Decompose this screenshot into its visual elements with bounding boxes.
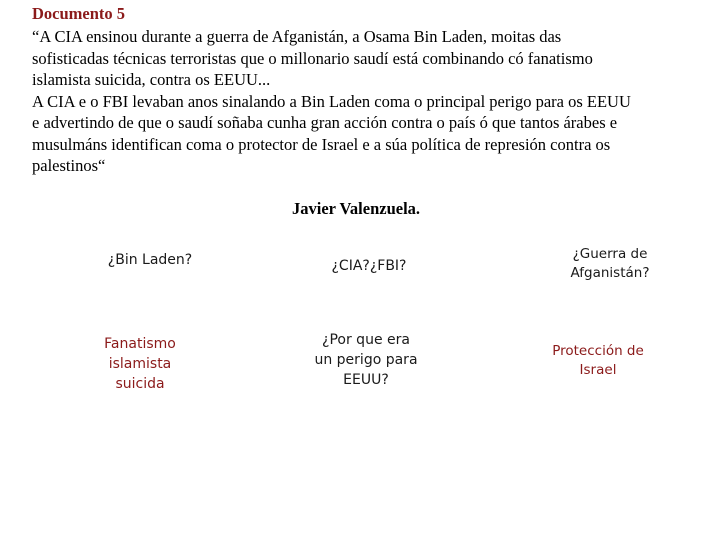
quote-author: Javier Valenzuela.	[292, 199, 421, 218]
question-cia-fbi: ¿CIA?¿FBI?	[331, 258, 407, 274]
question-danger-usa: ¿Por que era un perigo para EEUU?	[314, 332, 418, 388]
quote-body	[32, 26, 704, 177]
document-title: Documento 5	[32, 4, 126, 23]
quote-line: sofisticadas técnicas terroristas que o millonario saudí está combinando có fanatismo	[32, 48, 593, 68]
quote-line: musulmáns identifican coma o protector de Israel e a súa política de represión contra os	[32, 134, 611, 154]
topic-fanaticism: Fanatismo islamista suicida	[104, 336, 176, 392]
question-afghan-war: ¿Guerra de Afganistán?	[570, 246, 650, 281]
quote-line: “A CIA ensinou durante a guerra de Afganistán, a Osama Bin Laden, moitas das	[32, 27, 562, 46]
topic-israel-protection: Protección de Israel	[552, 343, 644, 378]
quote-line: e advertindo de que o saudí soñaba cunha gran acción contra o país ó que tantos árabes e	[32, 113, 618, 132]
question-bin-laden: ¿Bin Laden?	[107, 252, 193, 268]
quote-line: A CIA e o FBI levaban anos sinalando a Bin Laden coma o principal perigo para os EEUU	[32, 91, 631, 111]
quote-line: palestinos“	[32, 156, 106, 175]
quote-line: islamista suicida, contra os EEUU...	[32, 70, 271, 89]
